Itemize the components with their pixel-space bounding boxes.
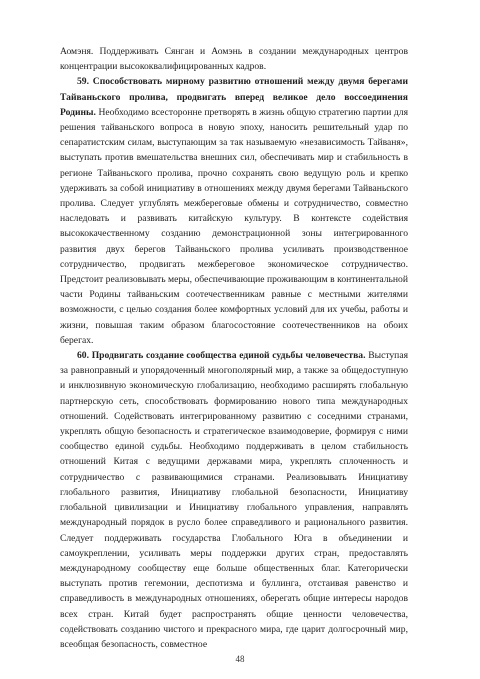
page-body	[60, 44, 408, 652]
paragraph-59	[60, 74, 408, 348]
paragraph-heading: 60. Продвигать создание сообщества единой судьбы человечества.	[77, 350, 366, 362]
page-number: 48	[235, 654, 245, 664]
paragraph-heading: 59. Способствовать мирному развитию отношений между двумя берегами Тайваньского пролива, продвигать вперед великое дело воссоединения Родины.	[60, 76, 408, 118]
paragraph-continuation	[60, 44, 408, 74]
paragraph-60	[60, 348, 408, 652]
paragraph-text: Аомэня. Поддерживать Сянган и Аомэнь в создании международных центров концентрации высококвалифицированных кадров.	[60, 46, 408, 73]
paragraph-text: Необходимо всесторонне претворять в жизнь общую стратегию партии для решения тайваньского вопроса в новую эпоху, наносить решительный удар по сепаратистским силам, выступающим за так называемую «независимость Тайваня», выступать против вмешательства внешних сил, обеспечивать мир и стабильность в регионе Тайваньского пролива, прочно сохранять свою ведущую роль и крепко удерживать за собой инициативу в отношениях между двумя берегами Тайваньского пролива. Следует углублять межбереговые обмены и сотрудничество, совместно наследовать и развивать китайскую культуру. В контексте содействия высококачественному созданию демонстрационной зоны интегрированного развития двух берегов Тайваньского пролива усиливать производственное сотрудничество, продвигать межбереговое экономическое сотрудничество. Предстоит реализовывать меры, обеспечивающие проживающим в континентальной части Родины тайваньским соотечественникам равные с местными жителями возможности, с целью создания более комфортных условий для их учебы, работы и жизни, повышая таким образом благосостояние соотечественников на обоих берегах.	[60, 106, 408, 346]
paragraph-text: Выступая за равноправный и упорядоченный многополярный мир, а также за общедоступную и инклюзивную экономическую глобализацию, необходимо расширять глобальную партнерскую сеть, способствовать формированию нового типа международных отношений. Содействовать интегрированному развитию с соседними странами, укреплять общую безопасность и стратегическое взаимодоверие, формируя с ними сообщество единой судьбы. Необходимо поддерживать в целом стабильность отношений Китая с ведущими державами мира, укреплять сплоченность и сотрудничество с развивающимися странами. Реализовывать Инициативу глобального развития, Инициативу глобальной безопасности, Инициативу глобальной цивилизации и Инициативу глобального управления, направлять международный порядок в русло более справедливого и рационального развития. Следует поддерживать государства Глобального Юга в объединении и самоукреплении, усиливать меры поддержки других стран, предоставлять международному сообществу еще больше общественных благ. Категорически выступать против гегемонии, деспотизма и буллинга, отстаивая равенство и справедливость в международных отношениях, оберегать общие интересы народов всех стран. Китай будет распространять общие ценности человечества, содействовать созданию чистого и прекрасного мира, где царит долгосрочный мир, всеобщая безопасность, совместное	[60, 350, 408, 650]
